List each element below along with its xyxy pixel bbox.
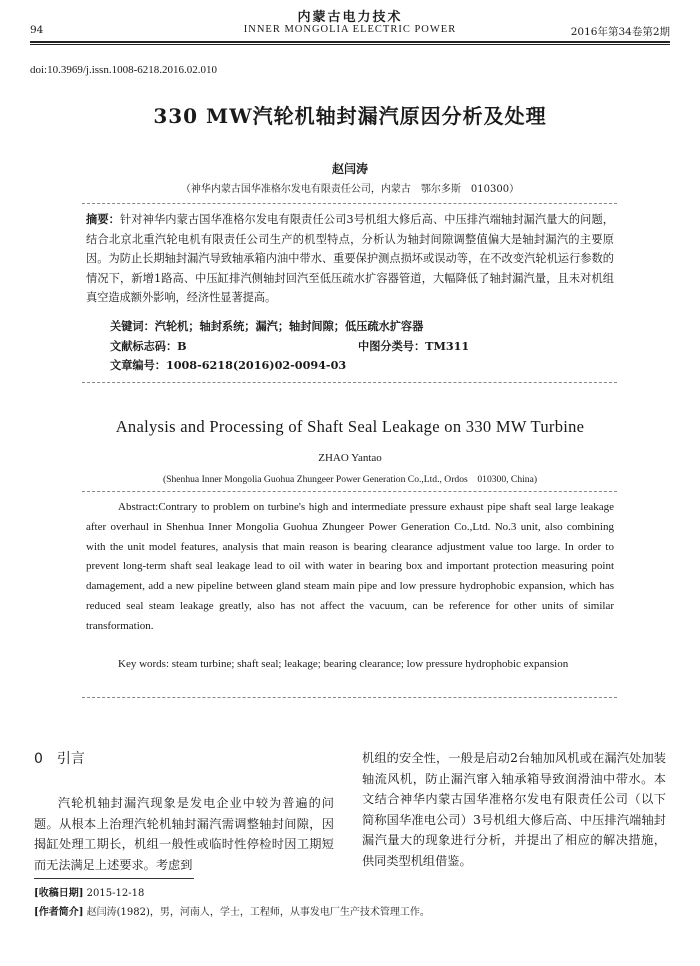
author-cn: 赵闫涛 <box>331 162 368 176</box>
abstract-label-cn: 摘要： <box>86 212 120 226</box>
abstract-label-en: Abstract: <box>118 501 159 513</box>
section-heading <box>34 748 85 768</box>
issue-info: 2016年第34卷第2期 <box>570 26 670 38</box>
affiliation-cn: （神华内蒙古国华准格尔发电有限责任公司，内蒙古 鄂尔多斯 010300） <box>180 184 520 195</box>
footnote-author <box>34 903 430 918</box>
article-title-en: Analysis and Processing of Shaft Seal Leakage on 330 MW Turbine <box>115 417 585 436</box>
footnote-received <box>34 884 144 899</box>
journal-title-cn: 内蒙古电力技术 <box>297 10 403 25</box>
abstract-en-top-dashed-rule <box>82 491 617 492</box>
keywords-text-en: steam turbine; shaft seal; leakage; bearing clearance; low pressure hydrophobic expansion <box>171 658 569 670</box>
abstract-en-bottom-dashed-rule <box>82 697 617 698</box>
doi: doi:10.3969/j.issn.1008-6218.2016.02.010 <box>30 64 218 76</box>
section-number: 0 <box>34 751 43 767</box>
author-bio: 赵闫涛(1982)，男，河南人，学士，工程师，从事发电厂生产技术管理工作。 <box>86 907 430 918</box>
affiliation-en: (Shenhua Inner Mongolia Guohua Zhungeer Power Generation Co.,Ltd., Ordos 010300, China) <box>162 474 538 485</box>
abstract-top-dashed-rule <box>82 203 617 204</box>
document-code-cn: 文献标志码：B <box>110 339 187 353</box>
section-title: 引言 <box>56 751 85 767</box>
keywords-label-en: Key words: <box>118 658 170 670</box>
article-title-cn: 330 MW汽轮机轴封漏汽原因分析及处理 <box>153 104 547 128</box>
body-column-right: 机组的安全性，一般是启动2台轴加风机或在漏汽处加装轴流风机，防止漏汽窜入轴承箱导致润滑油中带水。本文结合神华内蒙古国华准格尔发电有限责任公司（以下简称国华准电公司）3号机组大修后高、中压排汽端轴封漏汽量大的现象进行分析，并提出了相应的解决措施，供同类型机组借鉴。 <box>362 751 666 868</box>
header-rule-thin <box>30 44 670 45</box>
journal-title-en: INNER MONGOLIA ELECTRIC POWER <box>243 24 457 35</box>
received-date: 2015-12-18 <box>86 888 145 899</box>
abstract-text-cn: 针对神华内蒙古国华准格尔发电有限责任公司3号机组大修后高、中压排汽端轴封漏汽量大的问题，结合北京北重汽轮电机有限责任公司生产的机型特点，分析认为轴封间隙调整值偏大是轴封漏汽的主要原因。为防止长期轴封漏汽导致轴承箱内油中带水、重要保护测点损坏或误动等，在不改变汽轮机运行参数的情况下，新增1路高、中压缸排汽侧轴封回汽至低压疏水扩容器管道，大幅降低了轴封漏汽量，且未对机组真空造成额外影响，经济性显著提高。 <box>86 213 614 304</box>
footnote-rule <box>34 878 194 879</box>
page-number: 94 <box>30 24 44 36</box>
article-number-cn: 文章编号：1008-6218(2016)02-0094-03 <box>110 358 347 372</box>
abstract-cn <box>86 210 614 308</box>
abstract-bottom-dashed-rule <box>82 382 617 383</box>
keywords-cn: 关键词：汽轮机；轴封系统；漏汽；轴封间隙；低压疏水扩容器 <box>110 319 424 333</box>
header-rule-thick <box>30 41 670 43</box>
author-bio-label: [作者简介] <box>34 907 84 918</box>
author-en: ZHAO Yantao <box>318 452 382 464</box>
body-column-left: 汽轮机轴封漏汽现象是发电企业中较为普遍的问题。从根本上治理汽轮机轴封漏汽需调整轴封间隙，因揭缸处理工期长，机组一般性或临时性停检时因工期短而无法满足上述要求。考虑到 <box>34 796 334 872</box>
abstract-en <box>86 498 614 637</box>
received-label: [收稿日期] <box>34 888 84 899</box>
classification-number-cn: 中图分类号：TM311 <box>358 339 470 353</box>
keywords-en <box>86 655 614 675</box>
abstract-text-en: Contrary to problem on turbine's high and intermediate pressure exhaust pipe shaft seal large leakage after overhaul in Shenhua Inner Mongolia Guohua Zhungeer Power Generation Co.,Ltd. No.3 unit, also combining with the unit model features, analysis that main reason is bearing clearance adjustment value too large. In order to prevent long-term shaft seal leakage lead to oil with water in bearing box and important protection measuring point damagement, add a new pipeline between gland steam main pipe and low pressure hydrophobic expansion, which has reduced seal steam leakage greatly, also has not affect the vacuum, can be reference for other units of similar transformation. <box>86 501 614 632</box>
